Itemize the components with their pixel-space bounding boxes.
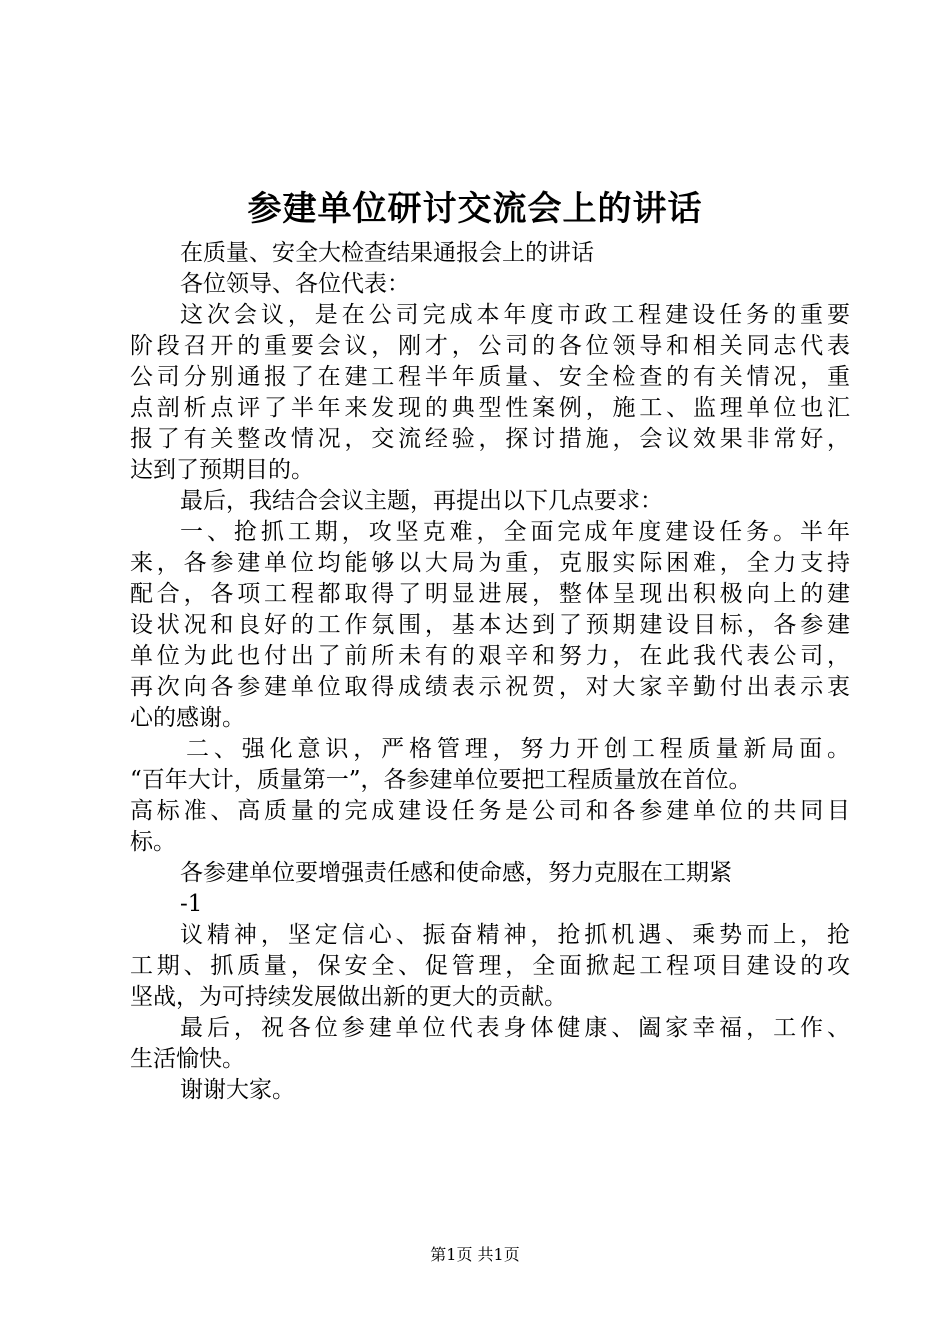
paragraph-line: 心的感谢。 xyxy=(130,705,245,731)
paragraph-line: 生活愉快。 xyxy=(130,1046,245,1072)
paragraph-line: 二、强化意识，严格管理，努力开创工程质量新局面。 xyxy=(186,736,850,762)
paragraph-line: 配合，各项工程都取得了明显进展，整体呈现出积极向上的建 xyxy=(130,581,850,607)
paragraph-line: 标。 xyxy=(130,829,176,855)
page-footer: 第1页 共1页 xyxy=(430,1245,520,1264)
paragraph-line: 阶段召开的重要会议，刚才，公司的各位领导和相关同志代表 xyxy=(130,333,850,359)
paragraph-line: “百年大计，质量第一”，各参建单位要把工程质量放在首位。 xyxy=(130,767,752,793)
subtitle-line: 在质量、安全大检查结果通报会上的讲话 xyxy=(180,240,594,266)
paragraph-line: 报了有关整改情况，交流经验，探讨措施，会议效果非常好， xyxy=(130,426,850,452)
paragraph-line: 议精神，坚定信心、振奋精神，抢抓机遇、乘势而上，抢 xyxy=(180,922,850,948)
paragraph-line: 再次向各参建单位取得成绩表示祝贺，对大家辛勤付出表示衷 xyxy=(130,674,850,700)
paragraph-line: 公司分别通报了在建工程半年质量、安全检查的有关情况，重 xyxy=(130,364,850,390)
paragraph-line: 最后，祝各位参建单位代表身体健康、阖家幸福，工作、 xyxy=(180,1015,850,1041)
paragraph-line: 单位为此也付出了前所未有的艰辛和努力，在此我代表公司， xyxy=(130,643,850,669)
salutation-line: 各位领导、各位代表： xyxy=(180,271,410,297)
paragraph-line: 最后，我结合会议主题，再提出以下几点要求： xyxy=(180,488,663,514)
paragraph-line: 工期、抓质量，保安全、促管理，全面掀起工程项目建设的攻 xyxy=(130,953,850,979)
document-title: 参建单位研讨交流会上的讲话 xyxy=(247,189,703,229)
paragraph-line: 高标准、高质量的完成建设任务是公司和各参建单位的共同目 xyxy=(130,798,850,824)
paragraph-line: 坚战，为可持续发展做出新的更大的贡献。 xyxy=(130,984,567,1010)
document-body xyxy=(130,238,850,1106)
paragraph-line: 点剖析点评了半年来发现的典型性案例，施工、监理单位也汇 xyxy=(130,395,850,421)
paragraph-line: 一、抢抓工期，攻坚克难，全面完成年度建设任务。半年 xyxy=(180,519,850,545)
page-marker: -1 xyxy=(180,891,203,917)
paragraph-line: 各参建单位要增强责任感和使命感，努力克服在工期紧 xyxy=(180,860,732,886)
paragraph-line: 来，各参建单位均能够以大局为重，克服实际困难，全力支持 xyxy=(130,550,850,576)
paragraph-line: 这次会议，是在公司完成本年度市政工程建设任务的重要 xyxy=(180,302,850,328)
paragraph-line: 达到了预期目的。 xyxy=(130,457,314,483)
paragraph-line: 设状况和良好的工作氛围，基本达到了预期建设目标，各参建 xyxy=(130,612,850,638)
closing-line: 谢谢大家。 xyxy=(180,1077,295,1103)
